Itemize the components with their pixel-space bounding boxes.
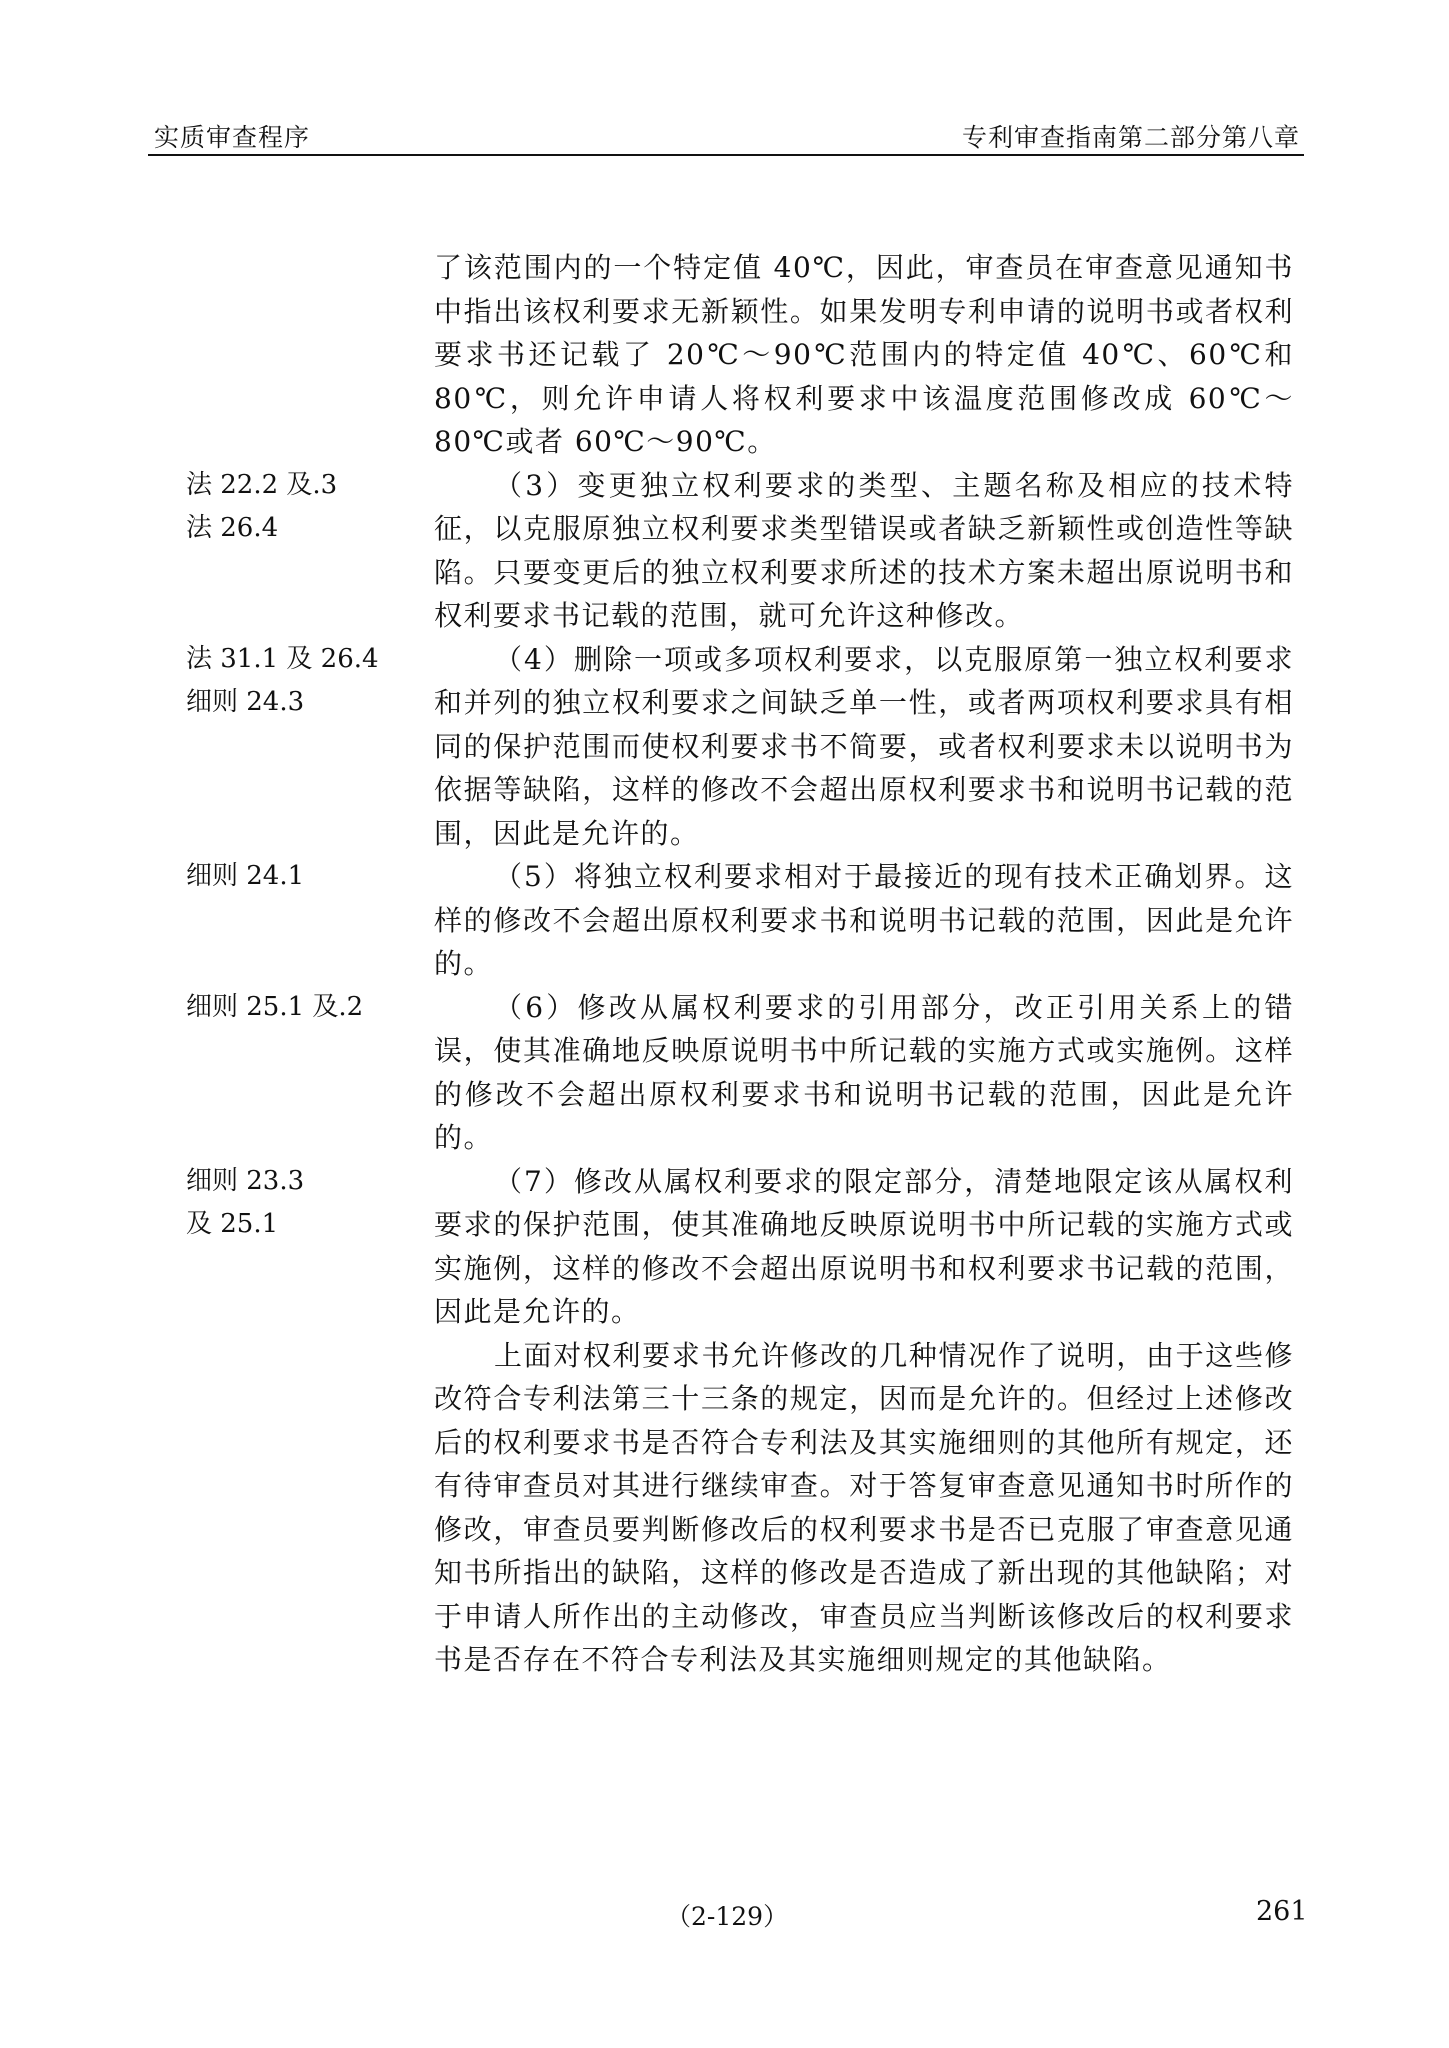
paragraph-summary	[148, 1334, 1304, 1682]
margin-reference-line: 细则 23.3	[186, 1165, 305, 1196]
paragraph-text: 了该范围内的一个特定值 40℃，因此，审查员在审查意见通知书中指出该权利要求无新颖性。如果发明专利申请的说明书或者权利要求书还记载了 20℃～90℃范围内的特定值 40℃、60℃和 80℃，则允许申请人将权利要求中该温度范围修改成 60℃～80℃或者 60℃～90℃。	[434, 251, 1294, 458]
margin-reference	[186, 855, 426, 899]
paragraph-text: （7）修改从属权利要求的限定部分，清楚地限定该从属权利要求的保护范围，使其准确地反映原说明书中所记载的实施方式或实施例，这样的修改不会超出原说明书和权利要求书记载的范围，因此是允许的。	[434, 1164, 1294, 1328]
paragraph-continuation	[148, 246, 1304, 464]
page-number: 261	[1256, 1896, 1308, 1927]
header-chapter-title: 专利审查指南第二部分第八章	[961, 123, 1300, 152]
header-divider	[148, 154, 1304, 156]
margin-reference-line: 细则 25.1 及.2	[186, 991, 364, 1022]
margin-reference-line: 细则 24.1	[186, 861, 305, 891]
margin-reference-line: 及 25.1	[186, 1209, 279, 1239]
paragraph-text: （3）变更独立权利要求的类型、主题名称及相应的技术特征，以克服原独立权利要求类型错误或者缺乏新颖性或创造性等缺陷。只要变更后的独立权利要求所述的技术方案未超出原说明书和权利要求书记载的范围，就可允许这种修改。	[434, 468, 1294, 632]
margin-reference	[186, 986, 426, 1030]
margin-reference-line: 法 26.4	[186, 513, 279, 543]
margin-reference	[186, 638, 426, 725]
paragraph-text: （6）修改从属权利要求的引用部分，改正引用关系上的错误，使其准确地反映原说明书中所记载的实施方式或实施例。这样的修改不会超出原权利要求书和说明书记载的范围，因此是允许的。	[434, 990, 1294, 1154]
margin-reference-line: 法 31.1 及 26.4	[186, 643, 379, 674]
paragraph-item-6	[148, 986, 1304, 1160]
margin-reference	[186, 1160, 426, 1247]
paragraph-text: （5）将独立权利要求相对于最接近的现有技术正确划界。这样的修改不会超出原权利要求书和说明书记载的范围，因此是允许的。	[434, 860, 1294, 980]
paragraph-item-7	[148, 1160, 1304, 1334]
paragraph-item-5	[148, 855, 1304, 986]
section-page-number: （2-129）	[666, 1902, 789, 1931]
paragraph-text: （4）删除一项或多项权利要求，以克服原第一独立权利要求和并列的独立权利要求之间缺乏单一性，或者两项权利要求具有相同的保护范围而使权利要求书不简要，或者权利要求未以说明书为依据等缺陷，这样的修改不会超出原权利要求书和说明书记载的范围，因此是允许的。	[434, 642, 1294, 850]
paragraph-item-3	[148, 464, 1304, 638]
main-content	[148, 246, 1304, 1682]
header-section-title: 实质审查程序	[154, 123, 311, 152]
paragraph-text: 上面对权利要求书允许修改的几种情况作了说明，由于这些修改符合专利法第三十三条的规定，因而是允许的。但经过上述修改后的权利要求书是否符合专利法及其实施细则的其他所有规定，还有待审查员对其进行继续审查。对于答复审查意见通知书时所作的修改，审查员要判断修改后的权利要求书是否已克服了审查意见通知书所指出的缺陷，这样的修改是否造成了新出现的其他缺陷；对于申请人所作出的主动修改，审查员应当判断该修改后的权利要求书是否存在不符合专利法及其实施细则规定的其他缺陷。	[434, 1338, 1294, 1676]
margin-reference	[186, 464, 426, 551]
margin-reference-line: 法 22.2 及.3	[186, 469, 338, 500]
margin-reference-line: 细则 24.3	[186, 687, 305, 717]
paragraph-item-4	[148, 638, 1304, 856]
running-header	[148, 112, 1304, 156]
